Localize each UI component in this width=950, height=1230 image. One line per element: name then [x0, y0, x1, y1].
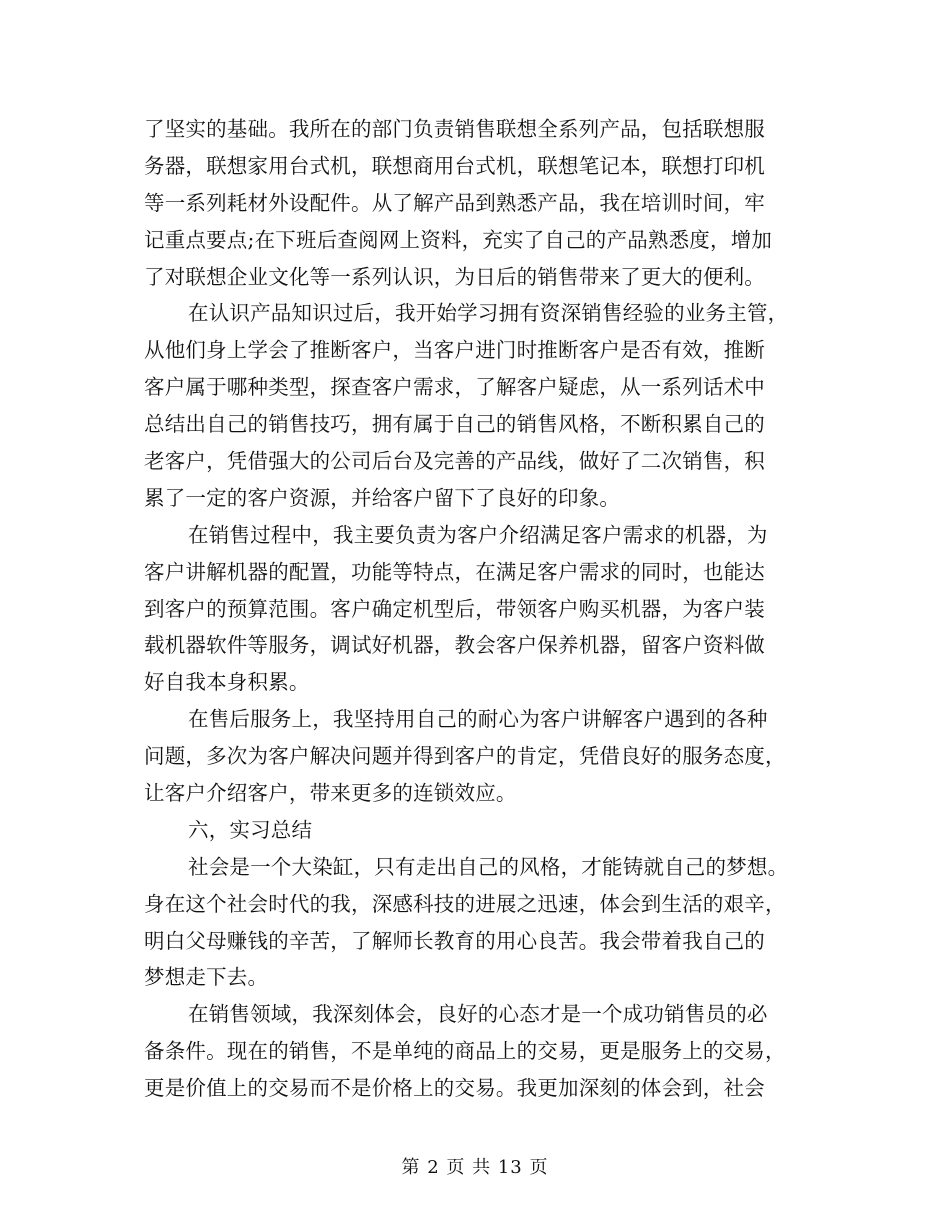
text-line: 在销售领域，我深刻体会，良好的心态才是一个成功销售员的必 [188, 1002, 768, 1027]
text-line: 更是价值上的交易而不是价格上的交易。我更加深刻的体会到，社会 [144, 1076, 765, 1101]
text-line: 备条件。现在的销售，不是单纯的商品上的交易，更是服务上的交易， [144, 1039, 786, 1064]
text-line: 社会是一个大染缸，只有走出自己的风格，才能铸就自己的梦想。 [188, 854, 789, 879]
text-line: 梦想走下去。 [144, 965, 269, 990]
text-line: 明白父母赚钱的辛苦，了解师长教育的用心良苦。我会带着我自己的 [144, 928, 765, 953]
text-line: 务器，联想家用台式机，联想商用台式机，联想笔记本，联想打印机 [144, 153, 765, 178]
text-line: 好自我本身积累。 [144, 670, 310, 695]
text-line: 客户讲解机器的配置，功能等特点，在满足客户需求的同时，也能达 [144, 559, 765, 584]
text-line: 老客户，凭借强大的公司后台及完善的产品线，做好了二次销售，积 [144, 449, 765, 474]
text-line: 载机器软件等服务，调试好机器，教会客户保养机器，留客户资料做 [144, 633, 765, 658]
text-line: 累了一定的客户资源，并给客户留下了良好的印象。 [144, 485, 621, 510]
text-line: 六，实习总结 [188, 817, 313, 842]
text-line: 总结出自己的销售技巧，拥有属于自己的销售风格，不断积累自己的 [144, 412, 765, 437]
page-number-footer: 第 2 页 共 13 页 [401, 1157, 549, 1178]
text-line: 记重点要点;在下班后查阅网上资料，充实了自己的产品熟悉度，增加 [144, 227, 773, 252]
text-line: 了对联想企业文化等一系列认识，为日后的销售带来了更大的便利。 [144, 264, 765, 289]
text-line: 客户属于哪种类型，探查客户需求，了解客户疑虑，从一系列话术中 [144, 375, 765, 400]
text-line: 身在这个社会时代的我，深感科技的进展之迅速，体会到生活的艰辛， [144, 891, 786, 916]
text-line: 在认识产品知识过后，我开始学习拥有资深销售经验的业务主管， [188, 301, 789, 326]
document-body [144, 111, 814, 1107]
text-line: 让客户介绍客户，带来更多的连锁效应。 [144, 781, 517, 806]
text-line: 在售后服务上，我坚持用自己的耐心为客户讲解客户遇到的各种 [188, 707, 768, 732]
text-line: 了坚实的基础。我所在的部门负责销售联想全系列产品，包括联想服 [144, 117, 765, 141]
text-line: 从他们身上学会了推断客户，当客户进门时推断客户是否有效，推断 [144, 338, 765, 363]
text-line: 在销售过程中，我主要负责为客户介绍满足客户需求的机器，为 [188, 522, 768, 547]
text-line: 到客户的预算范围。客户确定机型后，带领客户购买机器，为客户装 [144, 596, 765, 621]
text-line: 问题，多次为客户解决问题并得到客户的肯定，凭借良好的服务态度， [144, 744, 786, 769]
text-line: 等一系列耗材外设配件。从了解产品到熟悉产品，我在培训时间，牢 [144, 190, 765, 215]
